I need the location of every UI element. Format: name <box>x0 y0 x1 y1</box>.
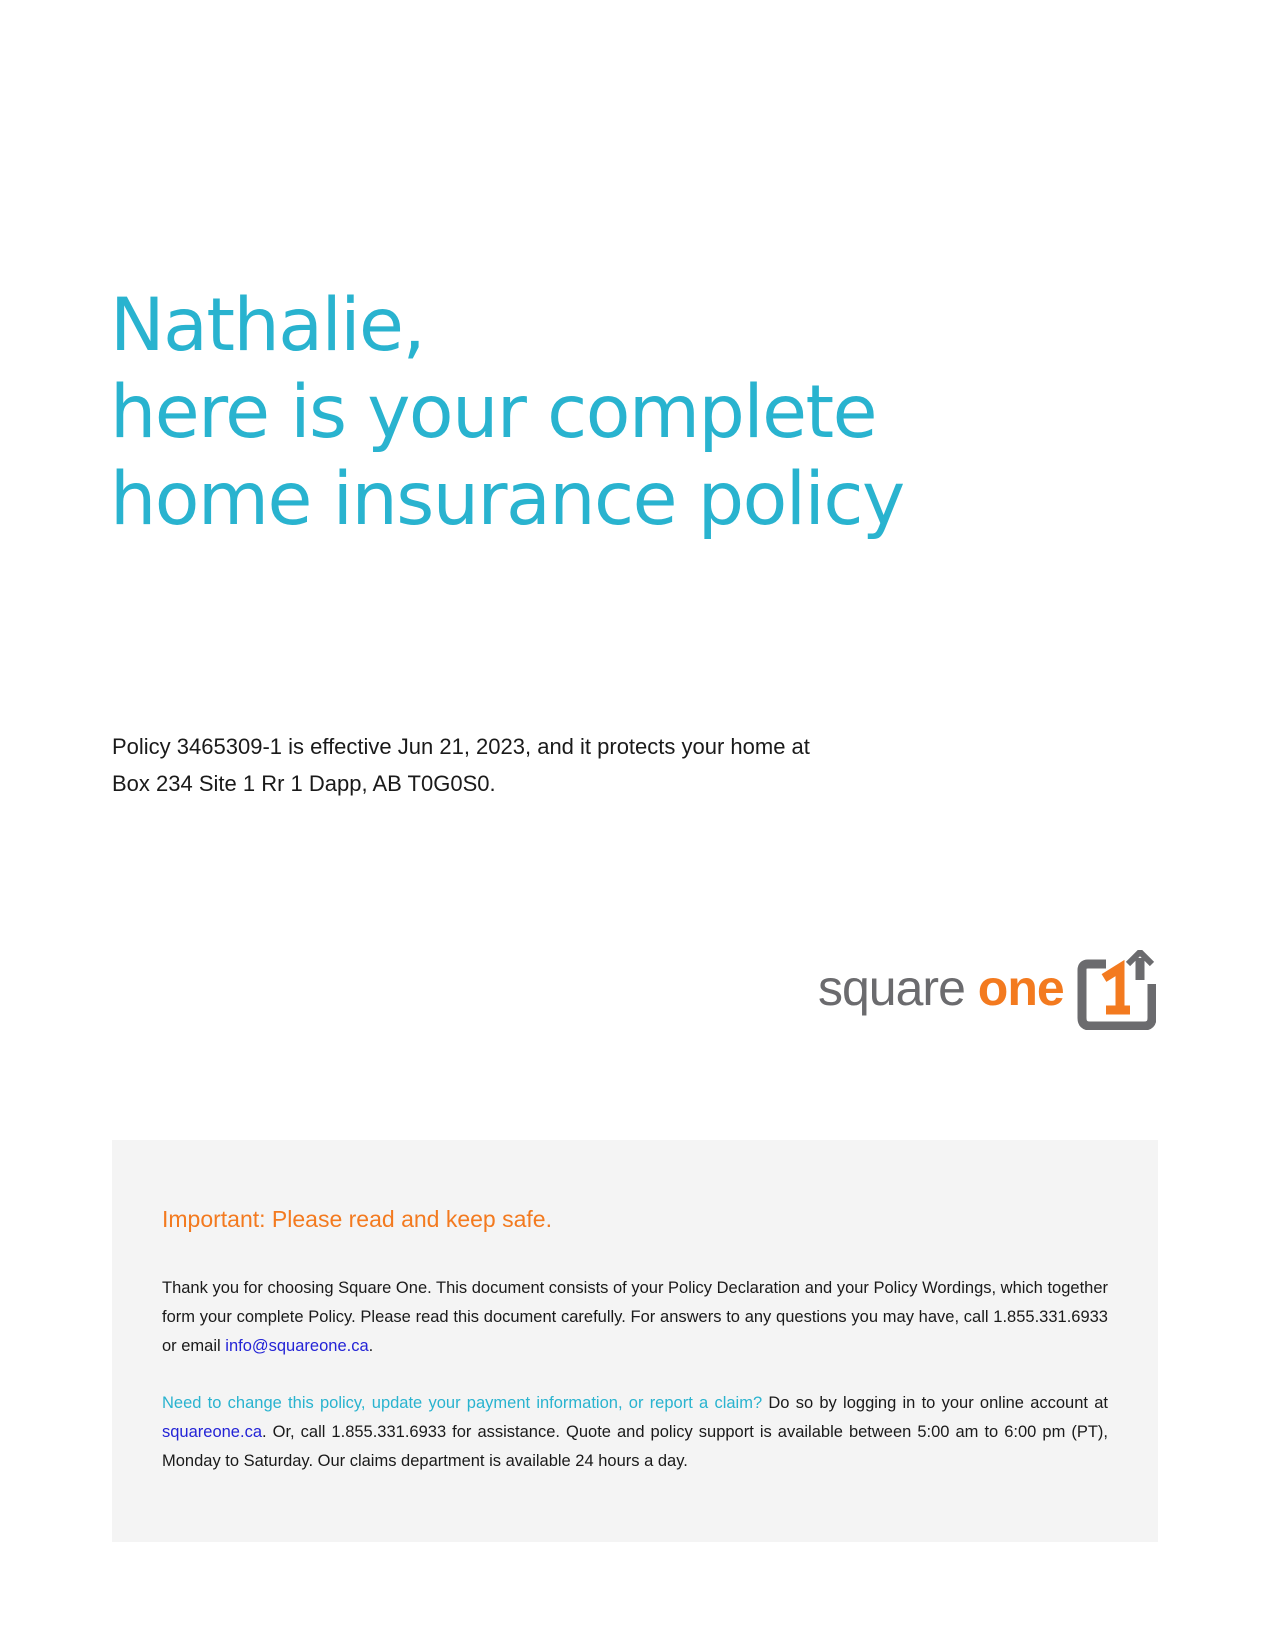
policy-summary-line-1: Policy 3465309-1 is effective Jun 21, 2023, and it protects your home at <box>112 734 810 759</box>
notice-paragraph-1-end: . <box>368 1337 374 1355</box>
notice-paragraph-2 <box>162 1389 1108 1476</box>
square-one-logo <box>818 950 1158 1030</box>
policy-summary <box>112 728 1012 802</box>
logo-mark-icon <box>1076 950 1156 1030</box>
notice-paragraph-2-lead: Need to change this policy, update your payment information, or report a claim? <box>162 1394 763 1412</box>
email-link[interactable]: info@squareone.ca <box>225 1337 369 1355</box>
policy-summary-line-2: Box 234 Site 1 Rr 1 Dapp, AB T0G0S0. <box>112 771 496 796</box>
logo-wordmark <box>818 958 1064 1018</box>
notice-paragraph-2-end: . Or, call 1.855.331.6933 for assistance. Quote and policy support is available between 5:00 am to 6:00 pm (PT), Monday to Saturday. Our claims department is available 24 hours a day. <box>162 1423 1108 1470</box>
notice-paragraph-1-text: Thank you for choosing Square One. This document consists of your Policy Declaration and your Policy Wordings, which together form your complete Policy. Please read this document carefully. For answers to any questions you may have, call 1.855.331.6933 or email <box>162 1279 1108 1355</box>
notice-paragraph-1 <box>162 1274 1108 1361</box>
logo-word-one: one <box>977 960 1064 1016</box>
headline-line-3: home insurance policy <box>110 457 904 542</box>
website-link[interactable]: squareone.ca <box>162 1423 262 1441</box>
headline-line-2: here is your complete <box>110 370 877 455</box>
headline-greeting: Nathalie, <box>110 283 425 368</box>
important-notice-panel <box>112 1140 1158 1542</box>
page-title <box>110 282 904 543</box>
notice-title: Important: Please read and keep safe. <box>162 1206 552 1232</box>
logo-word-square: square <box>818 960 965 1016</box>
notice-paragraph-2-text: Do so by logging in to your online account at <box>762 1394 1108 1412</box>
